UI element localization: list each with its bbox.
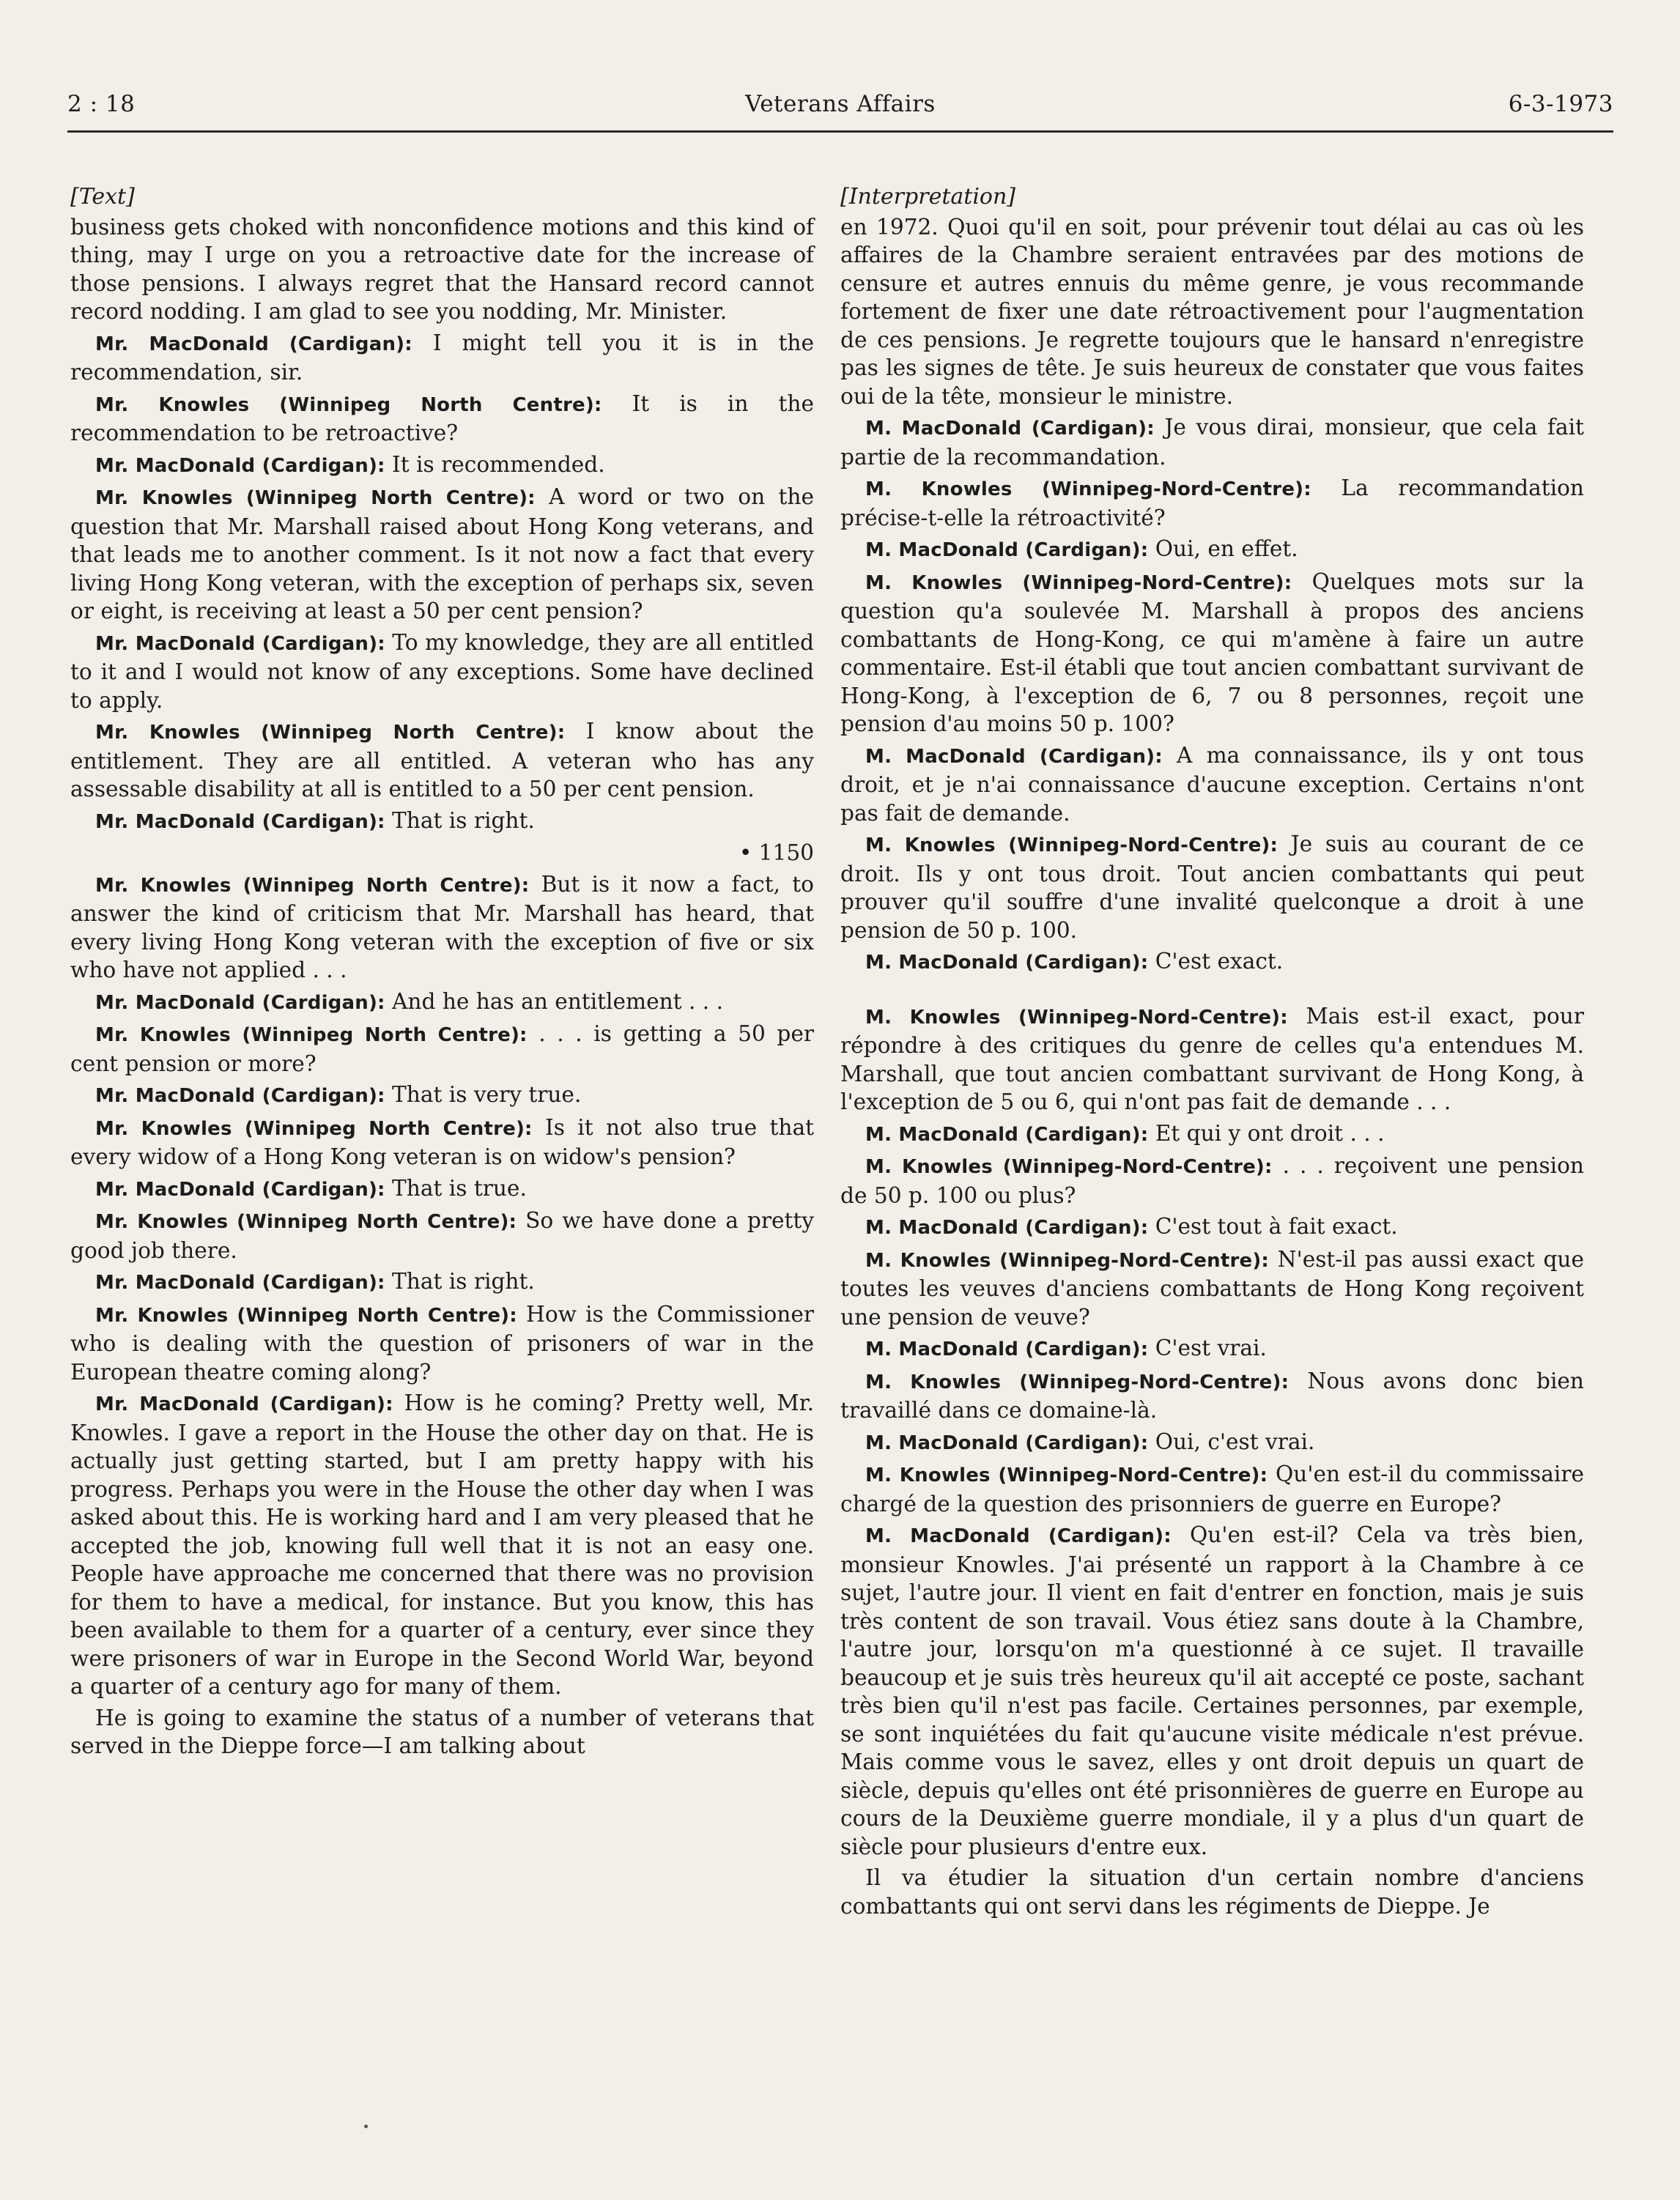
transcript-paragraph	[840, 1460, 1584, 1518]
transcript-paragraph	[70, 807, 814, 837]
speech-text: And he has an entitlement . . .	[385, 988, 723, 1014]
transcript-paragraph	[840, 1367, 1584, 1425]
speech-text: Il va étudier la situation d'un certain nombre d'anciens combattants qui ont servi dans les régiments de Dieppe. Je	[840, 1865, 1584, 1919]
transcript-paragraph	[70, 390, 814, 448]
speech-text: But is it now a fact, to answer the kind of criticism that Mr. Marshall has heard, that every living Hong Kong veteran with the exception of five or six who have not applied . . .	[70, 871, 814, 982]
speech-text: Qu'en est-il du commissaire chargé de la question des prisonniers de guerre en Europe?	[840, 1462, 1584, 1516]
transcript-paragraph	[70, 1081, 814, 1111]
speaker-name: M. MacDonald (Cardigan):	[865, 745, 1163, 768]
speaker-name: Mr. Knowles (Winnipeg North Centre):	[95, 874, 530, 897]
speech-text: C'est vrai.	[1148, 1336, 1267, 1360]
speech-text: I know about the entitlement. They are all entitled. A veteran who has any assessable disability at all is entitled to a 50 per cent pension.	[70, 719, 814, 801]
speech-text: I might tell you it is in the recommendation, sir.	[70, 330, 814, 385]
transcript-paragraph	[840, 1152, 1584, 1210]
speech-text: That is very true.	[385, 1082, 582, 1107]
speech-text: He is going to examine the status of a number of veterans that served in the Dieppe force—I am talking about	[70, 1705, 814, 1758]
transcript-paragraph	[70, 1114, 814, 1171]
speaker-name: M. MacDonald (Cardigan):	[865, 418, 1155, 440]
speech-text: en 1972. Quoi qu'il en soit, pour prévenir tout délai au cas où les affaires de la Chambre seraient entravées par des motions de censure et autres ennuis du même genre, je vous recommande fortement de fixer une date rétroactivement pour l'augmentation de ces pensions. Je regrette toujours que le hansard n'enregistre pas les signes de tête. Je suis heureux de constater que vous faites oui de la tête, monsieur le ministre.	[840, 214, 1584, 409]
section-label: [Text]	[70, 184, 135, 210]
transcript-paragraph	[70, 213, 814, 326]
transcript-paragraph	[840, 1002, 1584, 1116]
transcript-paragraph	[840, 1245, 1584, 1332]
speaker-name: M. Knowles (Winnipeg-Nord-Centre):	[865, 1464, 1268, 1486]
speaker-name: M. MacDonald (Cardigan):	[865, 1338, 1149, 1360]
speech-text: N'est-il pas aussi exact que toutes les veuves d'anciens combattants de Hong Kong reçoivent une pension de veuve?	[840, 1246, 1584, 1330]
speech-text: That is true.	[385, 1175, 527, 1201]
transcript-paragraph	[840, 413, 1584, 471]
page-header	[67, 86, 1613, 133]
speaker-name: Mr. Knowles (Winnipeg North Centre):	[95, 1117, 533, 1140]
transcript-paragraph	[70, 1174, 814, 1204]
transcript-paragraph	[840, 947, 1584, 977]
speaker-name: M. Knowles (Winnipeg-Nord-Centre):	[865, 571, 1292, 594]
speech-text: So we have done a pretty good job there.	[70, 1208, 814, 1263]
transcript-paragraph	[840, 1119, 1584, 1149]
speaker-name: M. Knowles (Winnipeg-Nord-Centre):	[865, 1006, 1288, 1029]
speech-text: A word or two on the question that Mr. Marshall raised about Hong Kong veterans, and that leads me to another comment. Is it not now a fact that every living Hong Kong veteran, with the exception of perhaps six, seven or eight, is receiving at least a 50 per cent pension?	[70, 484, 814, 623]
speech-text: Nous avons donc bien travaillé dans ce domaine-là.	[840, 1368, 1584, 1423]
french-transcript	[840, 213, 1584, 1921]
speaker-name: M. Knowles (Winnipeg-Nord-Centre):	[865, 478, 1311, 500]
speaker-name: Mr. MacDonald (Cardigan):	[95, 333, 412, 355]
transcript-paragraph	[70, 717, 814, 804]
speaker-name: M. MacDonald (Cardigan):	[865, 952, 1149, 974]
speaker-name: Mr. MacDonald (Cardigan):	[95, 810, 385, 833]
speech-text: Je vous dirai, monsieur, que cela fait partie de la recommandation.	[840, 415, 1584, 470]
speaker-name: Mr. MacDonald (Cardigan):	[95, 1085, 385, 1107]
speaker-name: Mr. MacDonald (Cardigan):	[95, 454, 385, 477]
speech-text: C'est tout à fait exact.	[1148, 1214, 1398, 1239]
speech-text: Mais est-il exact, pour répondre à des critiques du genre de celles qu'a entendues M. Marshall, que tout ancien combattant survivant de Hong Kong, à l'exception de 5 ou 6, qui n'ont pas fait de demande . . .	[840, 1003, 1584, 1114]
french-column	[840, 183, 1584, 1923]
speaker-name: M. MacDonald (Cardigan):	[865, 1525, 1172, 1547]
time-marker: • 1150	[739, 840, 814, 865]
speech-text: Oui, c'est vrai.	[1148, 1429, 1315, 1454]
transcript-paragraph	[70, 329, 814, 387]
speaker-name: Mr. MacDonald (Cardigan):	[95, 1393, 393, 1415]
speech-text: business gets choked with nonconfidence motions and this kind of thing, may I urge on you a retroactive date for the increase of those pensions. I always regret that the Hansard record cannot record nodding. I am glad to see you nodding, Mr. Minister.	[70, 214, 814, 324]
speech-text: C'est exact.	[1148, 949, 1284, 974]
transcript-paragraph	[70, 988, 814, 1018]
speaker-name: Mr. Knowles (Winnipeg North Centre):	[95, 1211, 517, 1233]
transcript-paragraph	[840, 535, 1584, 565]
speech-text: It is in the recommendation to be retroactive?	[70, 390, 814, 445]
speaker-name: M. MacDonald (Cardigan):	[865, 539, 1149, 561]
transcript-paragraph	[840, 830, 1584, 944]
transcript-paragraph	[70, 1267, 814, 1297]
speech-text: To my knowledge, they are all entitled to it and I would not know of any exceptions. Some have declined to apply.	[70, 629, 815, 713]
transcript-paragraph	[840, 1521, 1584, 1861]
page-number: 2 : 18	[67, 91, 136, 117]
speech-text: How is the Commissioner who is dealing with the question of prisoners of war in the European theatre coming along?	[70, 1301, 814, 1385]
speaker-name: Mr. Knowles (Winnipeg North Centre):	[95, 1304, 517, 1327]
speaker-name: M. Knowles (Winnipeg-Nord-Centre):	[865, 1249, 1270, 1272]
speaker-name: Mr. Knowles (Winnipeg North Centre):	[95, 1024, 528, 1046]
speaker-name: M. Knowles (Winnipeg-Nord-Centre):	[865, 834, 1278, 856]
speaker-name: Mr. MacDonald (Cardigan):	[95, 1178, 385, 1201]
header-date: 6-3-1973	[1508, 91, 1613, 117]
speaker-name: M. MacDonald (Cardigan):	[865, 1217, 1149, 1239]
speaker-name: M. Knowles (Winnipeg-Nord-Centre):	[865, 1371, 1289, 1393]
english-column	[70, 183, 814, 1763]
transcript-paragraph	[840, 1864, 1584, 1920]
speech-text: . . . is getting a 50 per cent pension or more?	[70, 1021, 814, 1076]
transcript-paragraph	[840, 741, 1584, 828]
speech-text: It is recommended.	[385, 451, 605, 477]
speech-text: That is right.	[385, 807, 535, 833]
speaker-name: M. MacDonald (Cardigan):	[865, 1123, 1149, 1146]
transcript-paragraph	[70, 1704, 814, 1760]
transcript-paragraph	[70, 451, 814, 481]
transcript-paragraph	[840, 213, 1584, 411]
running-title: Veterans Affairs	[745, 91, 936, 117]
speech-text: Is it not also true that every widow of a Hong Kong veteran is on widow's pension?	[70, 1114, 814, 1169]
speech-text: La recommandation précise-t-elle la rétroactivité?	[840, 475, 1584, 530]
transcript-paragraph	[840, 1212, 1584, 1242]
transcript-paragraph	[70, 1389, 814, 1701]
transcript-paragraph	[70, 483, 814, 626]
speech-text: Je suis au courant de ce droit. Ils y ont tous droit. Tout ancien combattants qui peut prouver qu'il souffre d'une invalité quelconque a droit à une pension de 50 p. 100.	[840, 832, 1584, 943]
speaker-name: M. Knowles (Winnipeg-Nord-Centre):	[865, 1156, 1273, 1178]
transcript-paragraph	[70, 1020, 814, 1078]
transcript-paragraph	[70, 629, 814, 715]
english-transcript	[70, 213, 814, 1760]
transcript-paragraph	[70, 870, 814, 985]
transcript-paragraph	[840, 1428, 1584, 1458]
speaker-name: Mr. Knowles (Winnipeg North Centre):	[95, 722, 566, 744]
speech-text: How is he coming? Pretty well, Mr. Knowles. I gave a report in the House the other day on that. He is actually just getting started, but I am pretty happy with his progress. Perhaps you were in the House the other day when I was asked about this. He is working hard and I am very pleased that he accepted the job, knowing full well that it is not an easy one. People have approache me concerned that there was no provision for them to have a medical, for instance. But you know, this has been available to them for a quarter of a century, ever since they were prisoners of war in Europe in the Second World War, beyond a quarter of a century ago for many of them.	[70, 1390, 814, 1699]
speech-text: Quelques mots sur la question qu'a soulevée M. Marshall à propos des anciens combattants de Hong-Kong, ce qui m'amène à faire un autre commentaire. Est-il établi que tout ancien combattant survivant de Hong-Kong, à l'exception de 6, 7 ou 8 personnes, reçoit une pension d'au moins 50 p. 100?	[840, 568, 1584, 736]
transcript-paragraph	[840, 1334, 1584, 1364]
transcript-paragraph	[840, 568, 1584, 738]
section-label: [Interpretation]	[840, 184, 1016, 210]
speaker-name: Mr. Knowles (Winnipeg North Centre):	[95, 487, 536, 509]
transcript-paragraph	[70, 1207, 814, 1264]
transcript-paragraph	[70, 1300, 814, 1387]
speech-text: . . . reçoivent une pension de 50 p. 100 ou plus?	[840, 1153, 1584, 1208]
transcript-paragraph	[840, 474, 1584, 532]
speech-text: Oui, en effet.	[1148, 536, 1298, 561]
speech-text: A ma connaissance, ils y ont tous droit, et je n'ai connaissance d'aucune exception. Certains n'ont pas fait de demande.	[840, 742, 1584, 826]
speaker-name: Mr. Knowles (Winnipeg North Centre):	[95, 393, 602, 416]
scan-speck	[364, 2125, 368, 2128]
speech-text: Qu'en est-il? Cela va très bien, monsieur Knowles. J'ai présenté un rapport à la Chambre à ce sujet, l'autre jour. Il vient en fait d'entrer en fonction, mais je suis très content de son travail. Vous étiez sans doute à la Chambre, l'autre jour, lorsqu'on m'a questionné à ce sujet. Il travaille beaucoup et je suis très heureux qu'il ait accepté ce poste, sachant très bien qu'il n'est pas facile. Certaines personnes, par exemple, se sont inquiétées du fait qu'aucune visite médicale n'est prévue. Mais comme vous le savez, elles y ont droit depuis un quart de siècle, depuis qu'elles ont été prisonnières de guerre en Europe au cours de la Deuxième guerre mondiale, il y a plus d'un quart de siècle pour plusieurs d'entre eux.	[840, 1522, 1584, 1859]
speaker-name: Mr. MacDonald (Cardigan):	[95, 1272, 385, 1294]
speech-text: Et qui y ont droit . . .	[1148, 1120, 1385, 1146]
speaker-name: Mr. MacDonald (Cardigan):	[95, 991, 385, 1014]
speech-text: That is right.	[385, 1269, 535, 1294]
speaker-name: M. MacDonald (Cardigan):	[865, 1432, 1149, 1454]
speaker-name: Mr. MacDonald (Cardigan):	[95, 632, 385, 655]
